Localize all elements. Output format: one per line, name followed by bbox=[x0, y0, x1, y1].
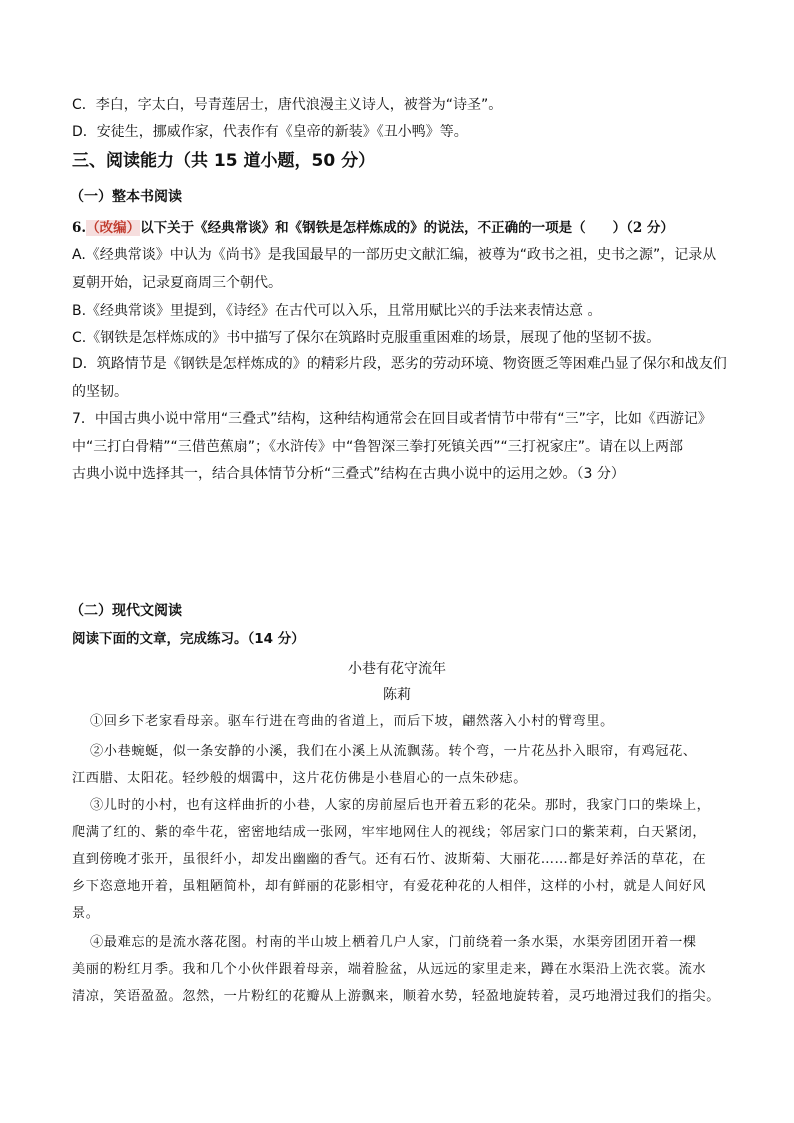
reading-instruction: 阅读下面的文章，完成练习。（14 分） bbox=[72, 631, 305, 647]
paragraph-1: ①回乡下老家看母亲。驱车行进在弯曲的省道上，而后下坡，翩然落入小村的臂弯里。 bbox=[90, 714, 614, 729]
paragraph-3-line2: 爬满了红的、紫的牵牛花，密密地结成一张网，牢牢地网住人的视线；邻居家门口的紫茉莉，白天紧闭， bbox=[72, 825, 707, 840]
question-7-line1: 7．中国古典小说中常用“三叠式”结构，这种结构通常会在回目或者情节中带有“三”字，比如《西游记》 bbox=[72, 411, 712, 427]
part1-title: （一）整本书阅读 bbox=[70, 189, 182, 205]
section-title: 三、阅读能力（共 15 道小题，50 分） bbox=[72, 151, 376, 171]
paragraph-4-line3: 清凉，笑语盈盈。忽然，一片粉红的花瓣从上游飘来，顺着水势，轻盈地旋转着，灵巧地滑过我们的指尖。 bbox=[72, 989, 721, 1004]
question-7-line2: 中“三打白骨精”“三借芭蕉扇”；《水浒传》中“鲁智深三拳打死镇关西”“三打祝家庄”。请在以上两部 bbox=[72, 439, 684, 455]
paragraph-3-line1: ③儿时的小村，也有这样曲折的小巷，人家的房前屋后也开着五彩的花朵。那时，我家门口的柴垛上， bbox=[90, 798, 711, 813]
q6-option-a-line2: 夏朝开始，记录夏商周三个朝代。 bbox=[72, 275, 282, 291]
question-6-stem bbox=[72, 219, 674, 237]
option-c-prev: C．李白，字太白，号青莲居士，唐代浪漫主义诗人，被誉为“诗圣”。 bbox=[72, 97, 503, 113]
part2-title: （二）现代文阅读 bbox=[70, 603, 182, 619]
paragraph-2-line2: 江西腊、太阳花。轻纱般的烟霭中，这片花仿佛是小巷眉心的一点朱砂痣。 bbox=[72, 771, 527, 786]
question-7-line3: 古典小说中选择其一，结合具体情节分析“三叠式”结构在古典小说中的运用之妙。（3 分） bbox=[72, 466, 625, 482]
paragraph-3-line3: 直到傍晚才张开，虽很纤小，却发出幽幽的香气。还有石竹、波斯菊、大丽花……都是好养活的草花，在 bbox=[72, 852, 707, 867]
q6-option-b: B.《经典常谈》里提到，《诗经》在古代可以入乐，且常用赋比兴的手法来表情达意 。 bbox=[72, 303, 602, 319]
paragraph-2-line1: ②小巷蜿蜒，似一条安静的小溪，我们在小溪上从流飘荡。转个弯，一片花丛扑入眼帘，有鸡冠花、 bbox=[90, 744, 697, 759]
adapted-tag: （改编） bbox=[86, 220, 141, 236]
q6-option-a-line1: A.《经典常谈》中认为《尚书》是我国最早的一部历史文献汇编，被尊为“政书之祖，史书之源”，记录从 bbox=[72, 247, 717, 263]
option-d-prev: D．安徒生，挪威作家，代表作有《皇帝的新装》《丑小鸭》等。 bbox=[72, 124, 468, 140]
paragraph-3-line4: 乡下恣意地开着，虽粗陋简朴，却有鲜丽的花影相守，有爱花种花的人相伴，这样的小村，就是人间好风 bbox=[72, 879, 707, 894]
q6-option-d-line1: D．筑路情节是《钢铁是怎样炼成的》的精彩片段，恶劣的劳动环境、物资匮乏等困难凸显了保尔和战友们 bbox=[72, 356, 727, 372]
q6-option-d-line2: 的坚韧。 bbox=[72, 384, 128, 400]
question-number: 6. bbox=[72, 220, 87, 236]
article-author: 陈莉 bbox=[383, 687, 411, 703]
article-title: 小巷有花守流年 bbox=[348, 661, 446, 677]
q6-option-c: C.《钢铁是怎样炼成的》书中描写了保尔在筑路时克服重重困难的场景，展现了他的坚韧不拔。 bbox=[72, 330, 661, 346]
paragraph-4-line2: 美丽的粉红月季。我和几个小伙伴跟着母亲，端着脸盆，从远远的家里走来，蹲在水渠沿上洗衣裳。流水 bbox=[72, 962, 707, 977]
question-text: 以下关于《经典常谈》和《钢铁是怎样炼成的》的说法，不正确的一项是（ ）（2 分） bbox=[140, 220, 674, 236]
paragraph-3-line5: 景。 bbox=[72, 906, 100, 921]
paragraph-4-line1: ④最难忘的是流水落花图。村南的半山坡上栖着几户人家，门前绕着一条水渠，水渠旁团团开着一棵 bbox=[90, 935, 697, 950]
